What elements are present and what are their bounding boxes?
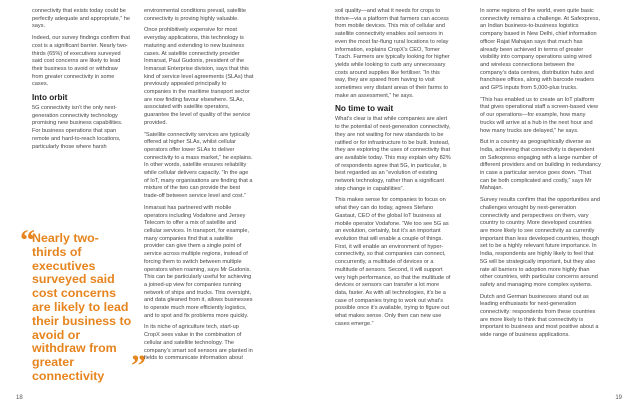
page-number-right: 19 bbox=[615, 395, 622, 401]
col4-paragraph-3: But in a country as geographically diverse as India, achieving that connectivity is dependent on Safexpress engaging with a large number of different providers and on building in redundancy in case a particular service goes down. “That can be both complicated and costly,” says Mr Mahajan. bbox=[480, 139, 601, 192]
col3-paragraph-2: What’s clear is that while companies are alert to the potential of next-generation connectivity, they are not waiting for new standards to be ratified or for infrastructure to be built. Instead, they are exploring the uses of connectivity that are available today. This may explain why 82% of respondents agree that 5G, in particular, is best regarded as an “evolution of existing network technology, rather than a significant step change in capabilities”. bbox=[335, 116, 451, 192]
col2-paragraph-5: In its niche of agriculture tech, start-up CropX sees value in the combination of cellular and satellite technology. The company’s smart soil sensors are planted in fields to communicate information about bbox=[144, 324, 253, 362]
col4-paragraph-2: “This has enabled us to create an IoT platform that gives operational staff a screen-based view of our operations—for example, how many trucks will arrive at a hub in the next hour and how many trucks are delayed,” he says. bbox=[480, 96, 599, 134]
col2-paragraph-1: environmental conditions prevail, satellite connectivity is proving highly valuable. bbox=[144, 8, 246, 22]
column-2 bbox=[144, 8, 254, 367]
column-4 bbox=[480, 8, 601, 344]
column-1 bbox=[32, 8, 130, 155]
section-heading-into-orbit: Into orbit bbox=[32, 93, 68, 103]
col4-paragraph-4: Survey results confirm that the opportunities and challenges wrought by next-generation connectivity and perspectives on them, vary country to country. More developed countries are more likely to see connectivity as currently important than less developed countries, though set to be a highly relevant future importance. In India, respondents are highly likely to feel that 5G will be strategically important, but they also rate all barriers to adoption more highly than other countries, with particular concerns around safety and managing more complex systems. bbox=[480, 197, 601, 288]
col4-paragraph-5: Dutch and German businesses stand out as leading enthusiasts for next-generation connectivity: respondents from these countries are more likely to think that connectivity is important to business and most positive about a wide range of business applications. bbox=[480, 293, 599, 339]
col4-paragraph-1: In some regions of the world, even quite basic connectivity remains a challenge. At Safexpress, an Indian business-to-business logistics company based in New Delhi, chief information officer Rajat Mahajan says that much has already been achieved in terms of greater visibility into company operations using wired and wireless connections between the company’s data centres, distribution hubs and franchisee offices, along with barcode readers and GPS inputs from 5,000-plus trucks. bbox=[480, 8, 601, 92]
col1-paragraph-1: connectivity that exists today could be perfectly adequate and appropriate,” he says. bbox=[32, 8, 130, 30]
col1-paragraph-3: 5G connectivity isn’t the only next-generation connectivity technology promising new business capabilities. For business operations that span remote and hard-to-reach locations, particularly those where harsh bbox=[32, 105, 123, 150]
column-3 bbox=[335, 8, 452, 332]
col2-paragraph-3: “Satellite connectivity services are typically offered at higher SLAs, whilst cellular operators offer lower SLAs to deliver connectivity to a mass market,” he explains. In other words, satellite ensures reliability while cellular delivers capacity. “In the age of IoT, many organisations are finding that a mixture of the two can provide the best trade-off between service level and cost.” bbox=[144, 131, 253, 200]
open-quote-mark-icon: “ bbox=[20, 224, 35, 257]
close-quote-mark-icon: ” bbox=[131, 349, 146, 382]
pull-quote-text: Nearly two-thirds of executives surveyed said cost concerns are likely to lead their business to avoid or withdraw from greater connectivity bbox=[32, 231, 132, 383]
col3-paragraph-3: This makes sense for companies to focus on what they can do today, agrees Stefano Gastaut, CEO of the global IoT business at mobile operator Vodafone. “We too see 5G as an evolution, certainly, but it’s an important evolution that will enable a couple of things. First, it will enable an environment of hyper-connectivity, so that companies can connect, concurrently, a multitude of devices or a multitude of sensors. Second, it will support very high performance, so that the multitude of devices or sensors can transfer a lot more data, faster. As with all technologies, it’s be a case of companies trying to work out what’s possible once it’s available, trying to figure out what makes sense. Only then can new use cases emerge.” bbox=[335, 197, 451, 327]
col3-paragraph-1: soil quality—and what it needs for crops to thrive—via a platform that farmers can access from mobile devices. This mix of cellular and satellite connectivity enables soil sensors in even the most far-flung rural locations to relay information, explains CropX’s CEO, Tomer Tzach. Farmers are typically looking for higher yields while looking to curb any unnecessary costs around supplies like fertiliser. “In this way, they are spared from having to visit sometimes very distant areas of their farms to make an assessment,” he says. bbox=[335, 8, 450, 99]
col2-paragraph-2: Once prohibitively expensive for most everyday applications, this technology is maturing and extending to new business cases. At satellite connectivity provider Inmarsat, Paul Gudonis, president of the Inmarsat Enterprise division, says that this kind of service level agreements (SLAs) that previously appealed principally to companies in the maritime transport sector are now finding favour elsewhere. SLAs, associated with satellite operators, guarantee the level of quality of the service provided. bbox=[144, 27, 254, 126]
col2-paragraph-4: Inmarsat has partnered with mobile operators including Vodafone and Jersey Telecom to offer a mix of satellite and cellular services. In transport, for example, many companies find that a satellite provider can give them a single point of service across multiple regions, instead of forcing them to switch between multiple operators when roaming, says Mr Gudonis. This can be particularly useful for achieving a joined-up view for companies running network of ships and trucks. This oversight, and data gleaned from it, allows businesses to operate much more efficiently logistics, and to spot and fix problems more quickly. bbox=[144, 204, 253, 319]
page-number-left: 18 bbox=[16, 395, 23, 401]
col1-paragraph-2: Indeed, our survey findings confirm that cost is a significant barrier. Nearly two-thirds (65%) of executives surveyed said cost concerns are likely to lead their business to avoid or withdraw from greater connectivity in some cases. bbox=[32, 35, 130, 88]
section-heading-no-time-to-wait: No time to wait bbox=[335, 104, 394, 114]
